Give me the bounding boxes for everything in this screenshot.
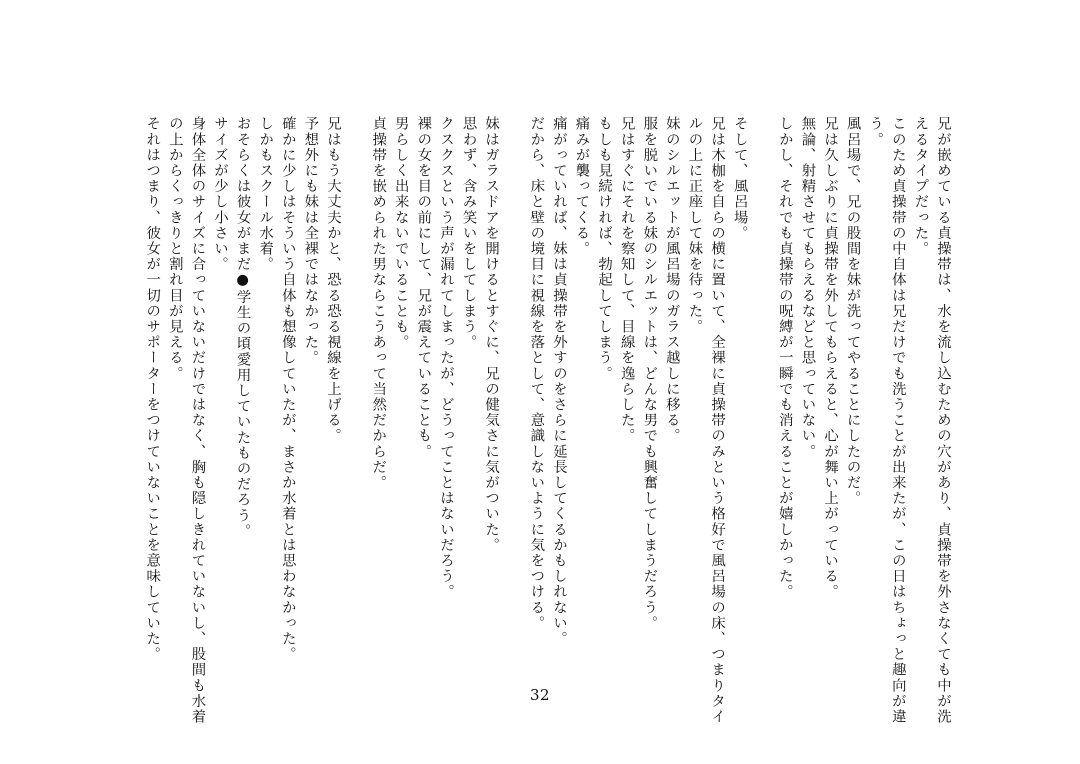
paragraph-break — [502, 116, 525, 676]
text-line: 兄は木枷を自らの横に置いて、全裸に貞操帯のみという格好で風呂場の床、つまりタイ — [709, 116, 726, 725]
text-line: もしも見続ければ、勃起してしまう。 — [596, 116, 613, 382]
text-line: 兄は久しぶりに貞操帯を外してもらえると、心が舞い上がっている。 — [822, 116, 839, 600]
text-line: 確かに少しはそういう自体も想像していたが、まさか水着とは思わなかった。 — [279, 116, 296, 662]
text-line: だから、床と壁の境目に視線を落として、意識しないように気をつける。 — [528, 116, 545, 631]
text-line: このため貞操帯の中自体は兄だけでも洗うことが出来たが、この日はちょっと趣向が違 — [889, 116, 906, 725]
text-line: おそらくは彼女がまだ●学生の頃愛用していたものだろう。 — [234, 116, 251, 539]
paragraph-break — [751, 116, 774, 676]
text-line: 予想外にも妹は全裸ではなかった。 — [302, 116, 319, 366]
paragraph-break — [344, 116, 367, 676]
text-line: 兄が嵌めている貞操帯は、水を流し込むための穴があり、貞操帯を外さなくても中が洗 — [935, 116, 951, 725]
text-line: 身体全体のサイズに合っていないだけではなく、胸も隠しきれていないし、股間も水着 — [189, 116, 206, 725]
text-line: クスクスという声が漏れてしまったが、どうってことはないだろう。 — [437, 116, 454, 600]
text-line: 服を脱いでいる妹のシルエットは、どんな男でも興奮してしまうだろう。 — [641, 116, 658, 631]
text-line: 貞操帯を嵌められた男ならこうあって当然だからだ。 — [370, 116, 387, 491]
text-line: う。 — [867, 116, 884, 148]
text-line: しかし、それでも貞操帯の呪縛が一瞬でも消えることが嬉しかった。 — [776, 116, 793, 600]
text-line: 兄はもう大丈夫かと、恐る恐る視線を上げる。 — [324, 116, 341, 444]
text-line: 兄はすぐにそれを察知して、目線を逸らした。 — [618, 116, 635, 444]
text-line: 痛みが襲ってくる。 — [573, 116, 590, 257]
text-line: それはつまり、彼女が一切のサポーターをつけていないことを意味していた。 — [144, 116, 161, 662]
text-line: 無論、射精させてもらえるなどと思っていない。 — [799, 116, 816, 460]
text-line: 風呂場で、兄の股間を妹が洗ってやることにしたのだ。 — [844, 116, 861, 506]
text-line: 痛がっていれば、妹は貞操帯を外すのをさらに延長してくるかもしれない。 — [550, 116, 567, 647]
text-line: 妹のシルエットが風呂場のガラス越しに移る。 — [663, 116, 680, 444]
text-line: 妹はガラスドアを開けるとすぐに、兄の健気さに気がついた。 — [483, 116, 500, 553]
text-line: しかもスクール水着。 — [257, 116, 274, 272]
text-line: 裸の女を目の前にして、兄が震えていることも。 — [415, 116, 432, 460]
text-line: の上からくっきりと割れ目が見える。 — [166, 116, 183, 382]
text-line: えるタイプだった。 — [912, 116, 929, 257]
text-line: そして、風呂場。 — [731, 116, 748, 241]
page-number: 32 — [529, 686, 551, 704]
text-line: 男らしく出来ないでいることも。 — [392, 116, 409, 350]
text-line: ルの上に正座して妹を待った。 — [686, 116, 703, 335]
text-line: 思わず、含み笑いをしてしまう。 — [460, 116, 477, 350]
text-line: サイズが少し小さい。 — [212, 116, 228, 272]
